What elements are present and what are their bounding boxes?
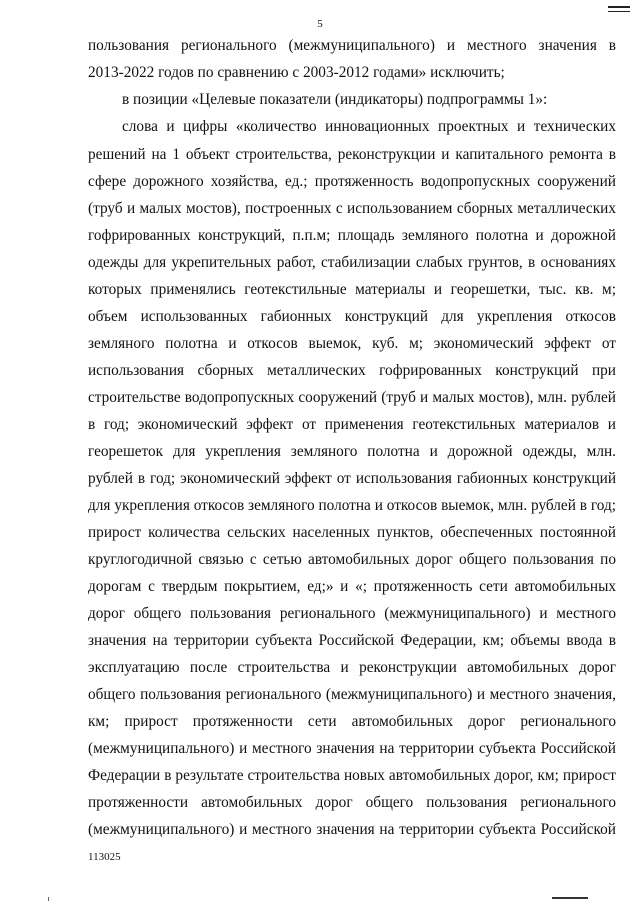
text-line: в позиции «Целевые показатели (индикаторы) подпрограммы 1»: [122,91,548,108]
text-line: км; прирост протяженности сети автомобильных дорог регионального [88,713,616,730]
text-line: гофрированных конструкций, п.п.м; площадь земляного полотна и дорожной [88,227,616,244]
text-line: земляного полотна и откосов выемок, куб. м; экономический эффект от [88,335,616,352]
text-line: дорог общего пользования регионального (межмуниципального) и местного [88,605,616,622]
page-number: 5 [317,18,323,30]
text-line: объем использованных габионных конструкций для укрепления откосов [88,308,616,325]
text-line: в год; экономический эффект от применения геотекстильных материалов и [88,416,616,433]
footer-document-code: 113025 [88,851,121,863]
text-line: георешеток для укрепления земляного полотна и дорожной одежды, млн. [88,443,616,460]
scan-corner-mark [608,6,630,12]
text-line: использования сборных металлических гофрированных конструкций при [88,362,616,379]
text-line: общего пользования регионального (межмуниципального) и местного значения, [88,686,616,703]
text-line: (межмуниципального) и местного значения на территории субъекта Российской [88,740,616,757]
text-line: пользования регионального (межмуниципального) и местного значения в [88,37,616,54]
text-line: эксплуатацию после строительства и реконструкции автомобильных дорог [88,659,616,676]
text-line: которых применялись геотекстильные материалы и георешетки, тыс. кв. м; [88,281,616,298]
text-line: строительстве водопропускных сооружений (труб и малых мостов), млн. рублей [88,389,616,406]
text-line: сфере дорожного хозяйства, ед.; протяженность водопропускных сооружений [88,173,616,190]
text-line: Федерации в результате строительства новых автомобильных дорог, км; прирост [88,767,616,784]
text-line: (межмуниципального) и местного значения на территории субъекта Российской [88,821,616,838]
text-line: прирост количества сельских населенных пунктов, обеспеченных постоянной [88,524,616,541]
text-line: для укрепления откосов земляного полотна и откосов выемок, млн. рублей в год; [88,497,616,514]
text-line: дорогам с твердым покрытием, ед;» и «; протяженность сети автомобильных [88,578,616,595]
text-line: (труб и малых мостов), построенных с использованием сборных металлических [88,200,616,217]
scan-edge-mark [48,897,49,901]
text-line: слова и цифры «количество инновационных проектных и технических [122,118,616,135]
scan-bottom-mark [552,897,588,901]
text-line: 2013-2022 годов по сравнению с 2003-2012 годами» исключить; [88,64,505,81]
text-line: круглогодичной связью с сетью автомобильных дорог общего пользования по [88,551,616,568]
text-line: значения на территории субъекта Российской Федерации, км; объемы ввода в [88,632,616,649]
text-line: решений на 1 объект строительства, реконструкции и капитального ремонта в [88,146,616,163]
text-line: одежды для укрепительных работ, стабилизации слабых грунтов, в основаниях [88,254,616,271]
text-line: рублей в год; экономический эффект от использования габионных конструкций [88,470,616,487]
text-line: протяженности автомобильных дорог общего пользования регионального [88,794,616,811]
